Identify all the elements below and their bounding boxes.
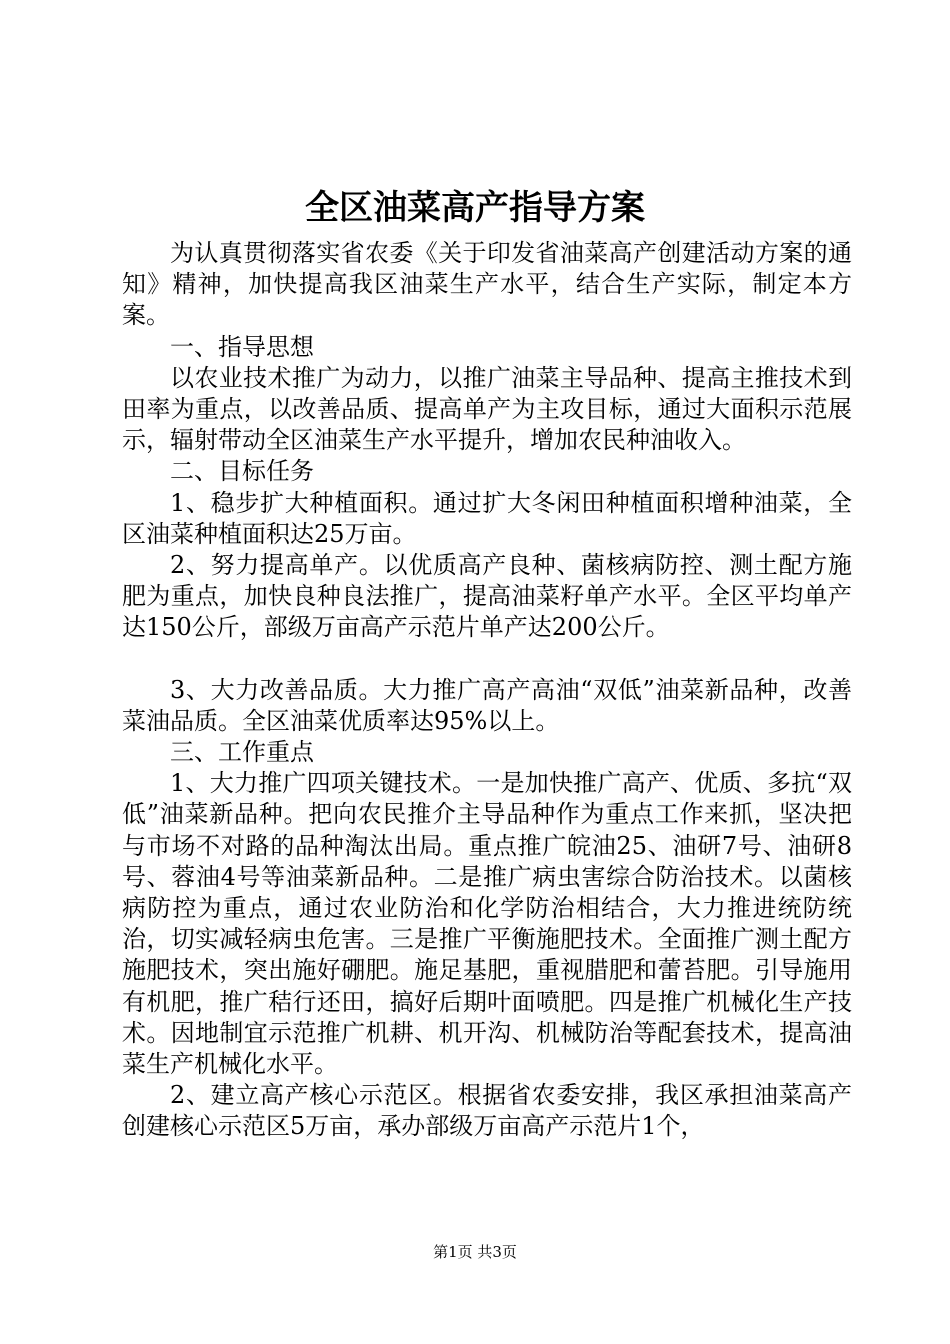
page-footer: 第1页 共3页 [433, 1243, 517, 1261]
goal-item-quality: 3、大力改善品质。大力推广高产高油“双低”油菜新品种，改善菜油品质。全区油菜优质率达95%以上。 [122, 675, 852, 735]
goal-item-area: 1、稳步扩大种植面积。通过扩大冬闲田种植面积增种油菜，全区油菜种植面积达25万亩。 [122, 488, 852, 548]
guiding-ideology-paragraph: 以农业技术推广为动力，以推广油菜主导品种、提高主推技术到田率为重点，以改善品质、提高单产为主攻目标，通过大面积示范展示，辐射带动全区油菜生产水平提升，增加农民种油收入。 [122, 363, 852, 455]
section-heading-guiding-ideology: 一、指导思想 [170, 332, 314, 361]
section-heading-key-work: 三、工作重点 [170, 738, 314, 767]
document-body [122, 238, 852, 1143]
key-work-item-technologies: 1、大力推广四项关键技术。一是加快推广高产、优质、多抗“双低”油菜新品种。把向农民推介主导品种作为重点工作来抓，坚决把与市场不对路的品种淘汰出局。重点推广皖油25、油研7号、油研8号、蓉油4号等油菜新品种。二是推广病虫害综合防治技术。以菌核病防控为重点，通过农业防治和化学防治相结合，大力推进统防统治，切实减轻病虫危害。三是推广平衡施肥技术。全面推广测土配方施肥技术，突出施好硼肥。施足基肥，重视腊肥和蕾苔肥。引导施用有机肥，推广秸行还田，搞好后期叶面喷肥。四是推广机械化生产技术。因地制宜示范推广机耕、机开沟、机械防治等配套技术，提高油菜生产机械化水平。 [122, 769, 852, 1079]
section-heading-goals: 二、目标任务 [170, 457, 314, 486]
goal-item-yield: 2、努力提高单产。以优质高产良种、菌核病防控、测土配方施肥为重点，加快良种良法推广，提高油菜籽单产水平。全区平均单产达150公斤，部级万亩高产示范片单产达200公斤。 [122, 551, 852, 642]
document-title: 全区油菜高产指导方案 [305, 188, 645, 228]
paragraph-gap [122, 644, 852, 675]
intro-paragraph: 为认真贯彻落实省农委《关于印发省油菜高产创建活动方案的通知》精神，加快提高我区油菜生产水平，结合生产实际，制定本方案。 [122, 239, 852, 330]
key-work-item-demo-zone: 2、建立高产核心示范区。根据省农委安排，我区承担油菜高产创建核心示范区5万亩，承办部级万亩高产示范片1个， [122, 1081, 852, 1141]
